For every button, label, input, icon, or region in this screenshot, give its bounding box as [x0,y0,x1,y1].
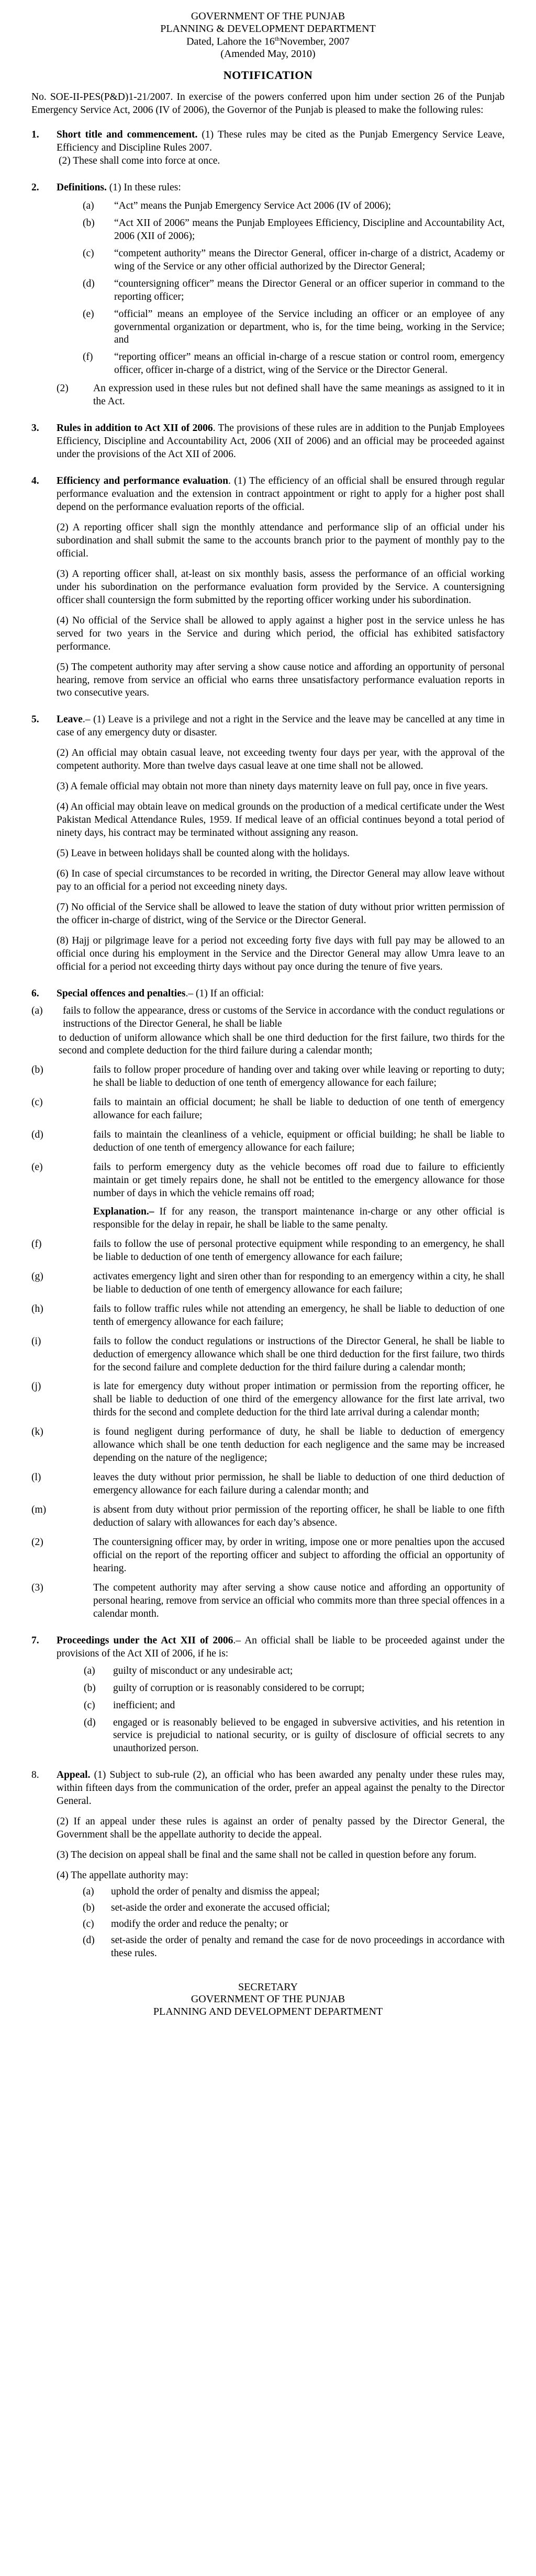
section-text: . The provisions of these rules are in addition to the Punjab Employees Efficiency, Discipline and Accountability Act, 2006 (XII of 2006) and an official may be proceeded against under the provisions of the Act XII of 2006. [57,423,505,460]
subrule-paragraph: (3) A female official may obtain not more than ninety days maternity leave on full pay, once in five years. [57,781,488,792]
subrule [31,382,505,408]
subrule-paragraph: (2) A reporting officer shall sign the monthly attendance and performance slip of an official under his subordination and shall submit the same to the accounts branch prior to the payment of monthly pay to the official. [57,521,505,559]
clause-label: (d) [31,1129,43,1141]
clause-label: (h) [31,1303,43,1314]
clause-label: (f) [31,1238,42,1250]
section-3 [31,422,505,461]
section-text: .– (1) If an official: [185,988,264,999]
clause-text: The competent authority may after serving a show cause notice and affording an opportunity of personal hearing, remove from service an official who commits more than three special offences in a calendar month. [93,1582,505,1619]
section-text: (1) In these rules: [106,181,181,193]
explanation: Explanation.– If for any reason, the transport maintenance in-charge or any other official is responsible for the delay in repair, he shall be liable to the same penalty. [93,1206,505,1230]
penalty-clause [31,1471,505,1497]
clause-label: (l) [31,1472,41,1483]
section-number: 6. [31,988,39,999]
subrule-paragraph: (3) The decision on appeal shall be final and the same shall not be called in question before any forum. [57,1849,477,1861]
definition-item [57,217,505,243]
clause-text: The countersigning officer may, by order in writing, impose one or more penalties upon the accused official on the report of the reporting officer and subject to affording the official an opportunity of hearing. [93,1537,505,1574]
clause-label: (a) [31,1005,43,1016]
clause-label: (c) [83,247,94,259]
definition-item [57,308,505,347]
section-heading: Proceedings under the Act XII of 2006 [57,1635,233,1646]
subrule-paragraph: (2) If an appeal under these rules is against an order of penalty passed by the Director General, the Government shall be the appellate authority to decide the appeal. [57,1816,505,1841]
penalty-clause [31,1064,505,1090]
clause-label: (d) [84,1717,96,1728]
penalty-clause [31,1335,505,1375]
clause-label: (3) [31,1582,43,1593]
clause-label: (m) [31,1504,47,1516]
section-number: 5. [31,714,39,725]
clause-label: (c) [31,1097,43,1108]
section-subrule: (2) These shall come into force at once. [59,155,220,166]
clause-text: activates emergency light and siren other than for responding to an emergency within a city, he shall be liable to deduction of one tenth of emergency allowance for each failure; [93,1270,505,1295]
section-1 [31,129,505,168]
clause-label: (2) [31,1537,43,1548]
clause-text: engaged or is reasonably believed to be engaged in subversive activities, and his retention in service is prejudicial to national security, or is guilty of disclosure of official secrets to any unauthorized person. [113,1717,505,1754]
signature-block [31,1981,505,2018]
section-number: 7. [31,1635,39,1646]
clause-label: (a) [83,200,94,211]
subrule-paragraph: (4) The appellate authority may: [57,1870,188,1881]
penalty-clause [31,1380,505,1420]
section-6 [31,988,505,1621]
clause-label: (d) [83,1934,95,1946]
proceeding-ground [57,1699,505,1712]
clause-label: (j) [31,1381,41,1392]
section-heading: Leave [57,714,83,725]
clause-text: guilty of corruption or is reasonably considered to be corrupt; [113,1682,365,1694]
penalty-clause [31,1303,505,1329]
header-date: Dated, Lahore the 16thNovember, 2007 [186,35,350,48]
section-number: 8. [31,1769,39,1781]
clause-label: (b) [83,1902,95,1913]
subrule-label: (2) [57,383,69,394]
definition-item [57,278,505,304]
clause-text: fails to follow the conduct regulations or instructions of the Director General, he shall be liable to deduction of emergency allowance which shall be one third deduction for the first failure, two thirds for the second failure and complete deduction for the third failure during a calendar month; [93,1335,505,1373]
clause-label: (c) [84,1699,95,1711]
intro-paragraph: No. SOE-II-PES(P&D)1-21/2007. In exercise of the powers conferred upon him under section 26 of the Punjab Emergency Service Act, 2006 (IV of 2006), the Governor of the Punjab is pleased to make the following rules: [31,92,505,116]
subrule-paragraph: (8) Hajj or pilgrimage leave for a period not exceeding forty five days with full pay may be allowed to an official once during his employment in the Service and the Director General may allow Umra leave to an official for a period not exceeding thirty days without pay once during the tenure of five years. [57,935,505,972]
subrule-paragraph: (5) The competent authority may after serving a show cause notice and affording an opportunity of personal hearing, remove from service an official who earns three unsatisfactory performance evaluation reports in two consecutive years. [57,661,505,699]
appellate-option [57,1886,505,1899]
section-number: 4. [31,475,39,487]
clause-text: is late for emergency duty without proper intimation or permission from the reporting officer, he shall be liable to deduction of one third of the emergency allowance for the first late arrival, two thirds for the second and complete deduction for the third late arrival during a calendar month; [93,1381,505,1418]
definition-item [57,351,505,377]
section-number: 3. [31,423,39,434]
clause-text: inefficient; and [113,1699,175,1711]
clause-text: “reporting officer” means an official in-charge of a rescue station or control room, emergency officer, officer in-charge of a district, wing of the Service or the Director General. [114,351,505,376]
section-heading: Efficiency and performance evaluation [57,475,228,487]
penalty-clause [31,1270,505,1297]
clause-label: (g) [31,1270,43,1282]
clause-text: modify the order and reduce the penalty; or [111,1918,288,1930]
clause-text: fails to maintain the cleanliness of a vehicle, equipment or official building; he shall be liable to deduction of one tenth of emergency allowance for each failure; [93,1129,505,1154]
clause-text: is found negligent during performance of duty, he shall be liable to deduction of emergency allowance which shall be one tenth deduction for each negligence and the same may be increased depending on the nature of the negligence; [93,1426,505,1464]
clause-text: fails to follow the appearance, dress or customs of the Service in accordance with the conduct regulations or instructions of the Director General, he shall be liable [63,1005,505,1029]
clause-label: (f) [83,351,93,363]
penalty-clause [31,1238,505,1264]
penalty-clause [31,1096,505,1122]
subrule-paragraph: (2) An official may obtain casual leave, not exceeding twenty four days per year, with the approval of the competent authority. More than twelve days casual leave at one time shall not be allowed. [57,747,505,772]
clause-text: “countersigning officer” means the Director General or an officer superior in command to the reporting officer; [114,278,505,302]
clause-text: fails to maintain an official document; he shall be liable to deduction of one tenth of emergency allowance for each failure; [93,1097,505,1121]
header-government: GOVERNMENT OF THE PUNJAB [191,10,345,22]
penalty-clause [31,1536,505,1575]
clause-text: “Act” means the Punjab Emergency Service Act 2006 (IV of 2006); [114,200,391,211]
clause-label: (d) [83,278,95,289]
clause-text: fails to perform emergency duty as the vehicle becomes off road due to failure to efficiently maintain or get timely repairs done, he shall not be entitled to the emergency allowance for those number of days in which the vehicle remains off road; [93,1162,505,1199]
section-heading: Short title and commencement. [57,129,198,141]
header-amended: (Amended May, 2010) [220,48,316,60]
letterhead [31,10,505,61]
clause-label: (b) [84,1682,96,1694]
appellate-option [57,1902,505,1915]
section-text: . (1) The efficiency of an official shall be ensured through regular performance evaluation and the extension in contract appointment or right to apply for a higher post shall depend on the performance evaluation reports of the official. [57,475,505,513]
section-number: 1. [31,129,39,141]
definition-item [57,200,505,213]
penalty-clause [31,1426,505,1465]
clause-text: fails to follow proper procedure of handing over and taking over while leaving or reporting to duty; he shall be liable to deduction of one tenth of emergency allowance for each failure; [93,1064,505,1089]
header-department: PLANNING & DEVELOPMENT DEPARTMENT [160,22,376,35]
section-2 [31,181,505,408]
section-heading: Rules in addition to Act XII of 2006 [57,423,213,434]
section-8 [31,1769,505,1960]
clause-text: set-aside the order and exonerate the accused official; [111,1902,330,1913]
section-4 [31,475,505,700]
subrule-text: An expression used in these rules but not defined shall have the same meanings as assigned to it in the Act. [93,383,505,407]
appellate-option [57,1918,505,1931]
section-number: 2. [31,181,39,193]
subrule-paragraph: (3) A reporting officer shall, at-least on six monthly basis, assess the performance of an official working under his subordination on the performance evaluation form provided by the Service. A countersigning officer shall countersign the form submitted by the reporting officer working under his subordination. [57,568,505,606]
subrule-paragraph: (5) Leave in between holidays shall be counted along with the holidays. [57,848,350,859]
clause-text: is absent from duty without prior permission of the reporting officer, he shall be liable to one fifth deduction of salary with allowances for each day’s absence. [93,1504,505,1529]
section-text: (1) These rules may be cited as the Punjab Emergency Service Leave, Efficiency and Discipline Rules 2007. [57,129,505,154]
clause-text: “official” means an employee of the Service including an officer or an employee of any governmental organization or department, who is, for the time being, working in the Service; and [114,308,505,346]
clause-label: (i) [31,1335,41,1347]
proceeding-ground [57,1717,505,1756]
section-heading: Definitions. [57,181,107,193]
page-title: NOTIFICATION [223,69,313,82]
clause-text: “Act XII of 2006” means the Punjab Employees Efficiency, Discipline and Accountability Act, 2006 (XII of 2006); [114,217,505,242]
clause-label: (c) [83,1918,94,1930]
signature-department: PLANNING AND DEVELOPMENT DEPARTMENT [153,2005,383,2017]
section-7 [31,1635,505,1756]
section-text: .– An official shall be liable to be proceeded against under the provisions of the Act XII of 2006, if he is: [57,1635,505,1659]
clause-label: (e) [31,1162,43,1173]
signature-government: GOVERNMENT OF THE PUNJAB [191,1993,345,2005]
clause-label: (a) [84,1665,95,1676]
subrule-paragraph: (4) An official may obtain leave on medical grounds on the production of a medical certificate under the West Pakistan Medical Attendance Rules, 1959. If medical leave of an official continues beyond a total period of ninety days, his contract may be terminated without assigning any reason. [57,801,505,839]
penalty-clause [31,1504,505,1530]
subrule-paragraph: (4) No official of the Service shall be allowed to apply against a higher post in the service unless he has served for two years in the Service and during which period, the official has exhibited satisfactory performance. [57,615,505,652]
subrule-paragraph: (7) No official of the Service shall be allowed to leave the station of duty without prior written permission of the officer in-charge of district, wing of the Service or the Director General. [57,901,505,926]
clause-text: uphold the order of penalty and dismiss the appeal; [111,1886,320,1898]
clause-text: leaves the duty without prior permission, he shall be liable to deduction of one third deduction of emergency allowance for each failure during a calendar month; and [93,1472,505,1496]
clause-text: fails to follow traffic rules while not attending an emergency, he shall be liable to deduction of one tenth of emergency allowance for each failure; [93,1303,505,1327]
proceeding-ground [57,1665,505,1678]
clause-label: (b) [31,1064,43,1076]
penalty-clause [31,1161,505,1200]
section-5 [31,713,505,973]
clause-continuation: to deduction of uniform allowance which shall be one third deduction for the first failure, two thirds for the second and complete deduction for the third failure during a calendar month; [59,1032,505,1057]
signature-title: SECRETARY [238,1981,298,1993]
section-text: .– (1) Leave is a privilege and not a right in the Service and the leave may be cancelled at any time in case of any emergency duty or disaster. [57,714,505,739]
clause-label: (e) [83,308,94,320]
clause-label: (b) [83,217,95,229]
penalty-clause [31,1129,505,1155]
clause-text: guilty of misconduct or any undesirable act; [113,1665,293,1676]
clause-text: set-aside the order of penalty and remand the case for de novo proceedings in accordance with these rules. [111,1934,505,1959]
penalty-clause [31,1582,505,1621]
definition-item [57,247,505,274]
clause-text: fails to follow the use of personal protective equipment while responding to an emergency, he shall be liable to deduction of one tenth of emergency allowance for each failure; [93,1238,505,1263]
penalty-clause [31,1005,505,1031]
section-heading: Special offences and penalties [57,988,186,999]
proceeding-ground [57,1682,505,1695]
section-text: (1) Subject to sub-rule (2), an official who has been awarded any penalty under these rules may, within fifteen days from the communication of the order, prefer an appeal against the penalty to the Director General. [57,1769,505,1807]
section-heading: Appeal. [57,1769,91,1781]
appellate-option [57,1934,505,1960]
clause-label: (k) [31,1426,43,1438]
clause-text: “competent authority” means the Director General, officer in-charge of a district, Academy or wing of the Service or any other official authorized by the Director General; [114,247,505,272]
subrule-paragraph: (6) In case of special circumstances to be recorded in writing, the Director General may allow leave without pay to an official for a period not exceeding ninety days. [57,868,505,892]
clause-label: (a) [83,1886,94,1898]
definition-list [57,200,505,377]
